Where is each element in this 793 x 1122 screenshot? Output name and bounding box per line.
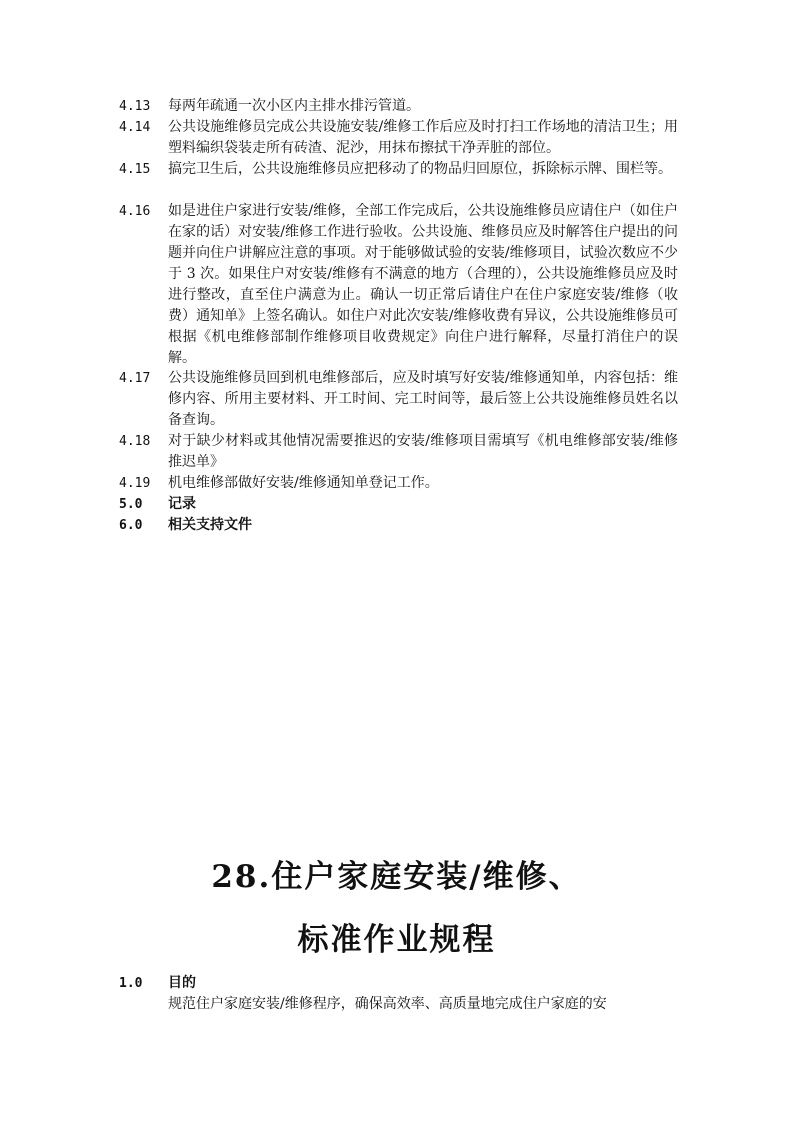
clause-number: 4.15 [119,162,151,177]
clause-number: 4.18 [119,434,151,449]
chapter-title-line-2: 标准作业规程 [297,922,496,958]
section-number: 1.0 [119,976,143,991]
section-heading: 相关支持文件 [168,517,252,533]
clause-number: 4.16 [119,204,151,219]
clause-text: 公共设施维修员回到机电维修部后，应及时填写好安装/维修通知单，内容包括：维修内容、所用主要材料、开工时间、完工时间等，最后签上公共设施维修员姓名以备查询。 [168,370,678,428]
clause-text: 每两年疏通一次小区内主排水排污管道。 [168,98,420,114]
clause-text: 如是进住户家进行安装/维修，全部工作完成后，公共设施维修员应请住户（如住户在家的话）对安装/维修工作进行验收。公共设施、维修员应及时解答住户提出的问题并向住户讲解应注意的事项。对于能够做试验的安装/维修项目，试验次数应不少于 3 次。如果住户对安装/维修有不满意的地方（合理的），公共设施维修员应及时进行整改，直至住户满意为止。确认一切正常后请住户在住户家庭安装/维修（收费）通知单》上签名确认。如住户对此次安装/维修收费有异议，公共设施维修员可根据《机电维修部制作维修项目收费规定》向住户进行解释，尽量打消住户的误解。 [168,203,678,366]
section-number: 6.0 [119,518,143,533]
clause-number: 4.13 [119,99,151,114]
clause-number: 4.14 [119,120,151,135]
section-heading: 记录 [168,496,196,512]
section-heading: 目的 [168,975,196,991]
clause-text: 机电维修部做好安装/维修通知单登记工作。 [168,475,439,491]
section-number: 5.0 [119,497,143,512]
purpose-text: 规范住户家庭安装/维修程序，确保高效率、高质量地完成住户家庭的安 [168,996,607,1012]
chapter-title-line-1: 28.住户家庭安装/维修、 [211,859,582,895]
clause-text: 公共设施维修员完成公共设施安装/维修工作后应及时打扫工作场地的清洁卫生；用塑料编织袋装走所有砖渣、泥沙，用抹布擦拭干净弄脏的部位。 [168,119,678,156]
clause-text: 搞完卫生后，公共设施维修员应把移动了的物品归回原位，拆除标示牌、围栏等。 [168,161,672,177]
clause-number: 4.17 [119,371,151,386]
clause-text: 对于缺少材料或其他情况需要推迟的安装/维修项目需填写《机电维修部安装/维修推迟单》 [168,433,678,470]
clause-number: 4.19 [119,476,151,491]
